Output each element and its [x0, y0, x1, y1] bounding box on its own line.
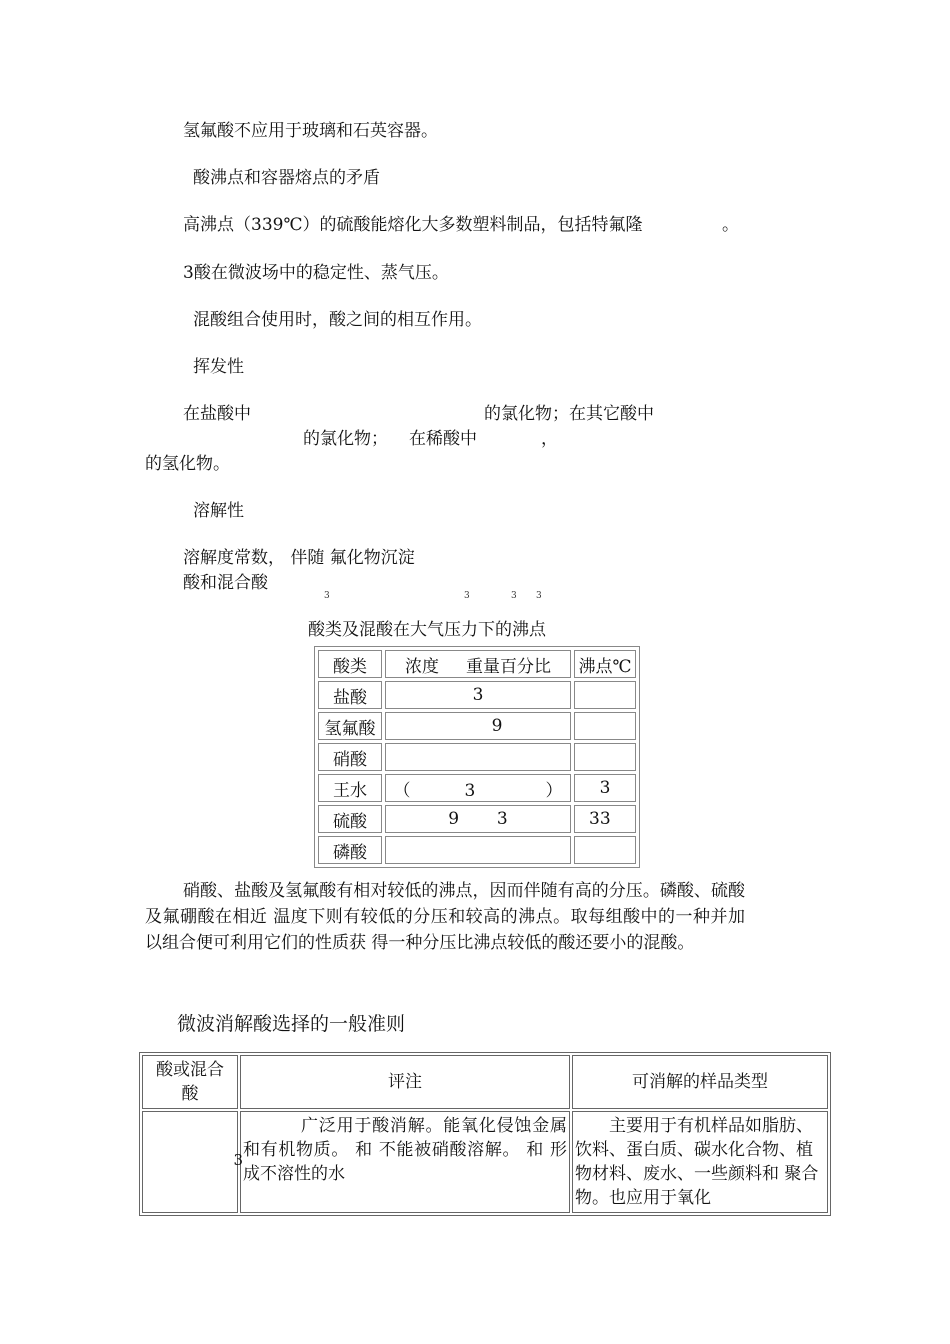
cell-concentration: （ 3 ）	[385, 774, 571, 802]
table-row	[142, 1111, 828, 1213]
subscript-mark: 3	[536, 591, 542, 601]
cell-boiling-point	[574, 836, 636, 864]
cell-boiling-point	[574, 712, 636, 740]
cell-acid: 氢氟酸	[318, 712, 382, 740]
line-sulfuric: 高沸点（339℃）的硫酸能熔化大多数塑料制品，包括特氟隆	[183, 215, 643, 235]
line-acid-mix: 酸和混合酸	[183, 573, 268, 593]
cell-acid-name	[142, 1111, 243, 1213]
line-mixed-acid: 混酸组合使用时，酸之间的相互作用。	[193, 310, 482, 330]
table-row	[318, 836, 636, 864]
cell-remarks-text: 广泛用于酸消解。能氧化侵蚀金属和有机物质。 和 不能被硝酸溶解。 和 形成不溶性的水	[243, 1116, 567, 1184]
heading-boiling-melting: 酸沸点和容器熔点的矛盾	[193, 168, 380, 188]
line-solubility: 溶解度常数， 伴随 氟化物沉淀	[183, 548, 415, 568]
cell-acid: 王水	[318, 774, 382, 802]
header-boiling-point: 沸点℃	[574, 650, 636, 678]
cell-concentration: 9 3	[385, 805, 571, 833]
line-chloride-a: 的氯化物；	[303, 429, 388, 449]
cell-concentration: 9	[385, 712, 571, 740]
line-hcl-b: 的氯化物；在其它酸中	[484, 404, 654, 424]
line-hcl-a: 在盐酸中	[183, 404, 251, 424]
boiling-point-paragraph: 硝酸、盐酸及氢氟酸有相对较低的沸点，因而伴随有高的分压。磷酸、硫酸及氟硼酸在相近 温度下则有较低的分压和较高的沸点。取每组酸中的一种并加以组合便可利用它们的性质获 得一种分压比沸点较低的酸还要小的混酸。	[145, 881, 745, 953]
cell-boiling-point: 3	[574, 774, 636, 802]
table1-caption: 酸类及混酸在大气压力下的沸点	[308, 620, 546, 640]
cell-concentration	[385, 836, 571, 864]
cell-remarks	[240, 1111, 570, 1213]
header-acid-or-mix: 酸或混合酸	[142, 1055, 238, 1109]
header-sample-types: 可消解的样品类型	[572, 1055, 828, 1109]
table-header-row	[142, 1055, 828, 1109]
cell-boiling-point: 33	[574, 805, 636, 833]
subscript-mark: 3	[511, 591, 517, 601]
subscript-mark: 3	[324, 591, 330, 601]
table-row	[318, 774, 636, 802]
cell-boiling-point	[574, 743, 636, 771]
line-chloride-b: 在稀酸中	[409, 429, 477, 449]
heading-volatility: 挥发性	[193, 357, 244, 377]
cell-concentration	[385, 743, 571, 771]
line-hydride: 的氢化物。	[145, 454, 230, 474]
cell-acid: 磷酸	[318, 836, 382, 864]
cell-acid: 硝酸	[318, 743, 382, 771]
cell-concentration: 3	[385, 681, 571, 709]
header-concentration: 浓度 重量百分比	[385, 650, 571, 678]
boiling-point-table	[314, 646, 640, 868]
table-row	[318, 743, 636, 771]
line-chloride-c: ，	[541, 429, 558, 449]
table-row	[318, 681, 636, 709]
cell-mark: 3	[233, 1151, 243, 1169]
acid-selection-table	[139, 1052, 831, 1216]
table-row	[318, 712, 636, 740]
cell-sample-types	[572, 1111, 828, 1213]
line-sulfuric-end: 。	[722, 215, 739, 235]
cell-acid: 盐酸	[318, 681, 382, 709]
header-acid: 酸类	[318, 650, 382, 678]
subscript-mark: 3	[464, 591, 470, 601]
section-title: 微波消解酸选择的一般准则	[177, 1013, 406, 1035]
table-row	[318, 805, 636, 833]
line-stability: 3酸在微波场中的稳定性、蒸气压。	[183, 263, 449, 283]
line-hf-glass: 氢氟酸不应用于玻璃和石英容器。	[183, 121, 438, 141]
table-header-row	[318, 650, 636, 678]
cell-sample-types-text: 主要用于有机样品如脂肪、饮料、蛋白质、碳水化合物、植物材料、废水、一些颜料和 聚合物。也应用于氧化	[575, 1116, 819, 1208]
cell-acid: 硫酸	[318, 805, 382, 833]
header-remarks: 评注	[240, 1055, 570, 1109]
heading-solubility: 溶解性	[193, 501, 244, 521]
cell-boiling-point	[574, 681, 636, 709]
